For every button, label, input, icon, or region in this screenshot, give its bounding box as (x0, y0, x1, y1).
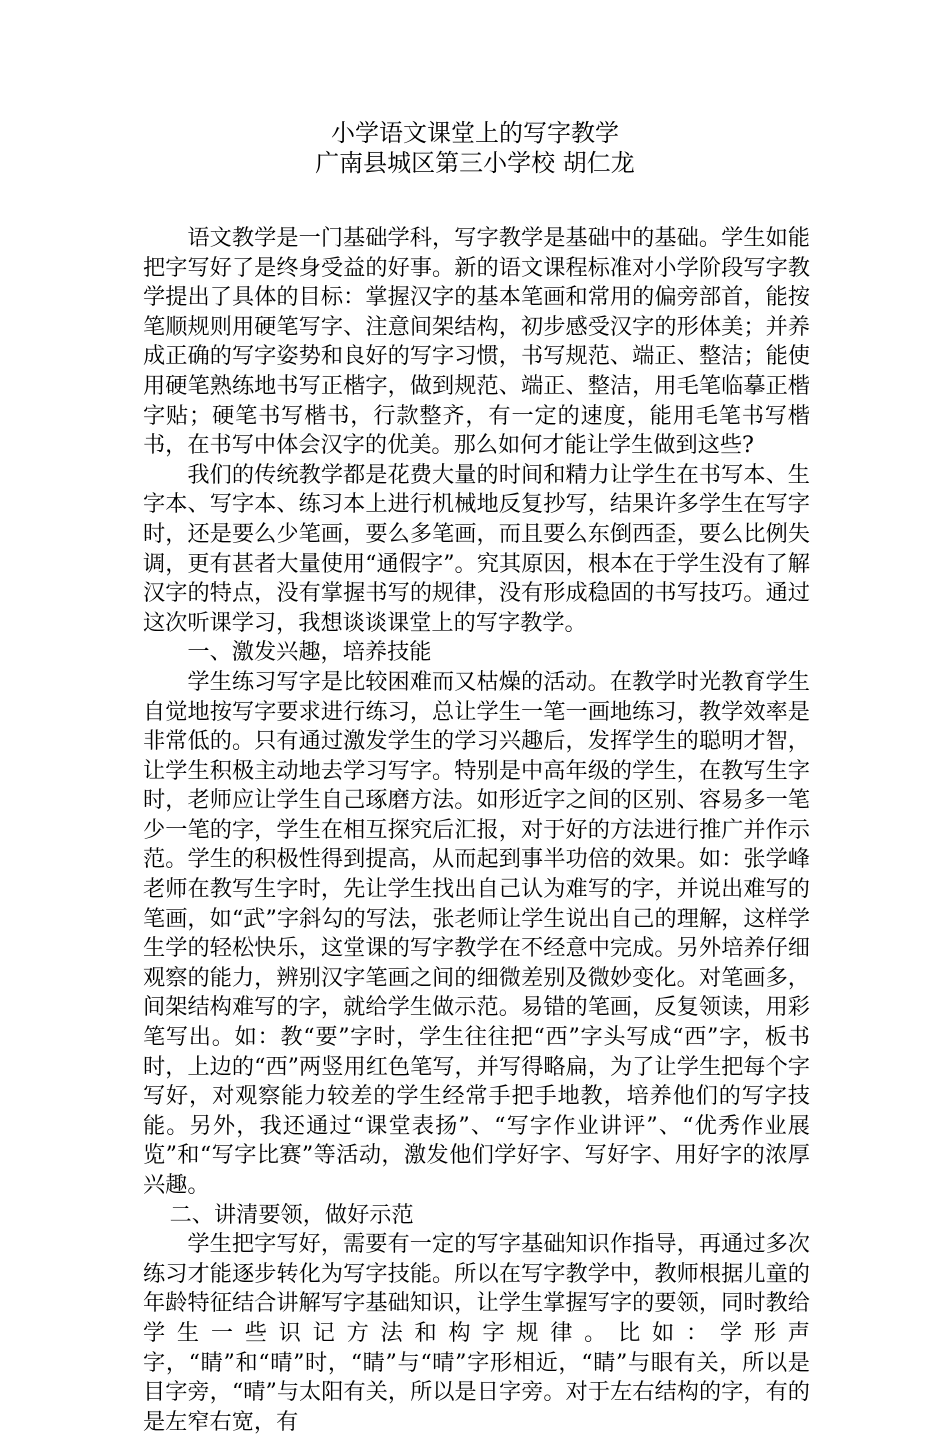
section-heading-2: 二、讲清要领，做好示范 (169, 1201, 414, 1228)
paragraph-tradition: 我们的传统教学都是花费大量的时间和精力让学生在书写本、生字本、写字本、练习本上进行机械地反复抄写，结果许多学生在写字时，还是要么少笔画，要么多笔画，而且要么东倒西歪，要么比例失调，更有甚者大量使用“通假字”。究其原因，根本在于学生没有了解汉字的特点，没有掌握书写的规律，没有形成稳固的书写技巧。通过这次听课学习，我想谈谈课堂上的写字教学。 (143, 461, 810, 636)
section-heading-1: 一、激发兴趣，培养技能 (187, 639, 432, 666)
paragraph-section-2: 学生把字写好，需要有一定的写字基础知识作指导，再通过多次练习才能逐步转化为写字技能。所以在写字教学中，教师根据儿童的年龄特征结合讲解写字基础知识，让学生掌握写字的要领，同时教给学生一些识记方法和构字规律。比如：学形声字，“睛”和“晴”时，“睛”与“晴”字形相近，“睛”与眼有关，所以是目字旁，“晴”与太阳有关，所以是日字旁。对于左右结构的字，有的是左窄右宽，有 (143, 1231, 810, 1435)
document-title: 小学语文课堂上的写字教学 (331, 119, 619, 147)
paragraph-intro: 语文教学是一门基础学科，写字教学是基础中的基础。学生如能把字写好了是终身受益的好事。新的语文课程标准对小学阶段写字教学提出了具体的目标：掌握汉字的基本笔画和常用的偏旁部首，能按笔顺规则用硬笔写字、注意间架结构，初步感受汉字的形体美；并养成正确的写字姿势和良好的写字习惯，书写规范、端正、整洁；能使用硬笔熟练地书写正楷字，做到规范、端正、整洁，用毛笔临摹正楷字贴；硬笔书写楷书，行款整齐，有一定的速度，能用毛笔书写楷书，在书写中体会汉字的优美。那么如何才能让学生做到这些? (143, 225, 810, 459)
title-block (0, 118, 950, 178)
document-body (143, 224, 810, 1437)
document-author-line: 广南县城区第三小学校 胡仁龙 (315, 149, 635, 177)
paragraph-section-1: 学生练习写字是比较困难而又枯燥的活动。在教学时光教育学生自觉地按写字要求进行练习，总让学生一笔一画地练习，教学效率是非常低的。只有通过激发学生的学习兴趣后，发挥学生的聪明才智，让学生积极主动地去学习写字。特别是中高年级的学生，在教写生字时，老师应让学生自己琢磨方法。如形近字之间的区别、容易多一笔少一笔的字，学生在相互探究后汇报，对于好的方法进行推广并作示范。学生的积极性得到提高，从而起到事半功倍的效果。如：张学峰老师在教写生字时，先让学生找出自己认为难写的字，并说出难写的笔画，如“武”字斜勾的写法，张老师让学生说出自己的理解，这样学生学的轻松快乐，这堂课的写字教学在不经意中完成。另外培养仔细观察的能力，辨别汉字笔画之间的细微差别及微妙变化。对笔画多，间架结构难写的字，就给学生做示范。易错的笔画，反复领读，用彩笔写出。如：教“要”字时，学生往往把“西”字头写成“西”字，板书时，上边的“西”两竖用红色笔写，并写得略扁，为了让学生把每个字写好，对观察能力较差的学生经常手把手地教，培养他们的写字技能。另外，我还通过“课堂表扬”、“写字作业讲评”、“优秀作业展览”和“写字比赛”等活动，激发他们学好字、写好字、用好字的浓厚兴趣。 (143, 668, 810, 1198)
